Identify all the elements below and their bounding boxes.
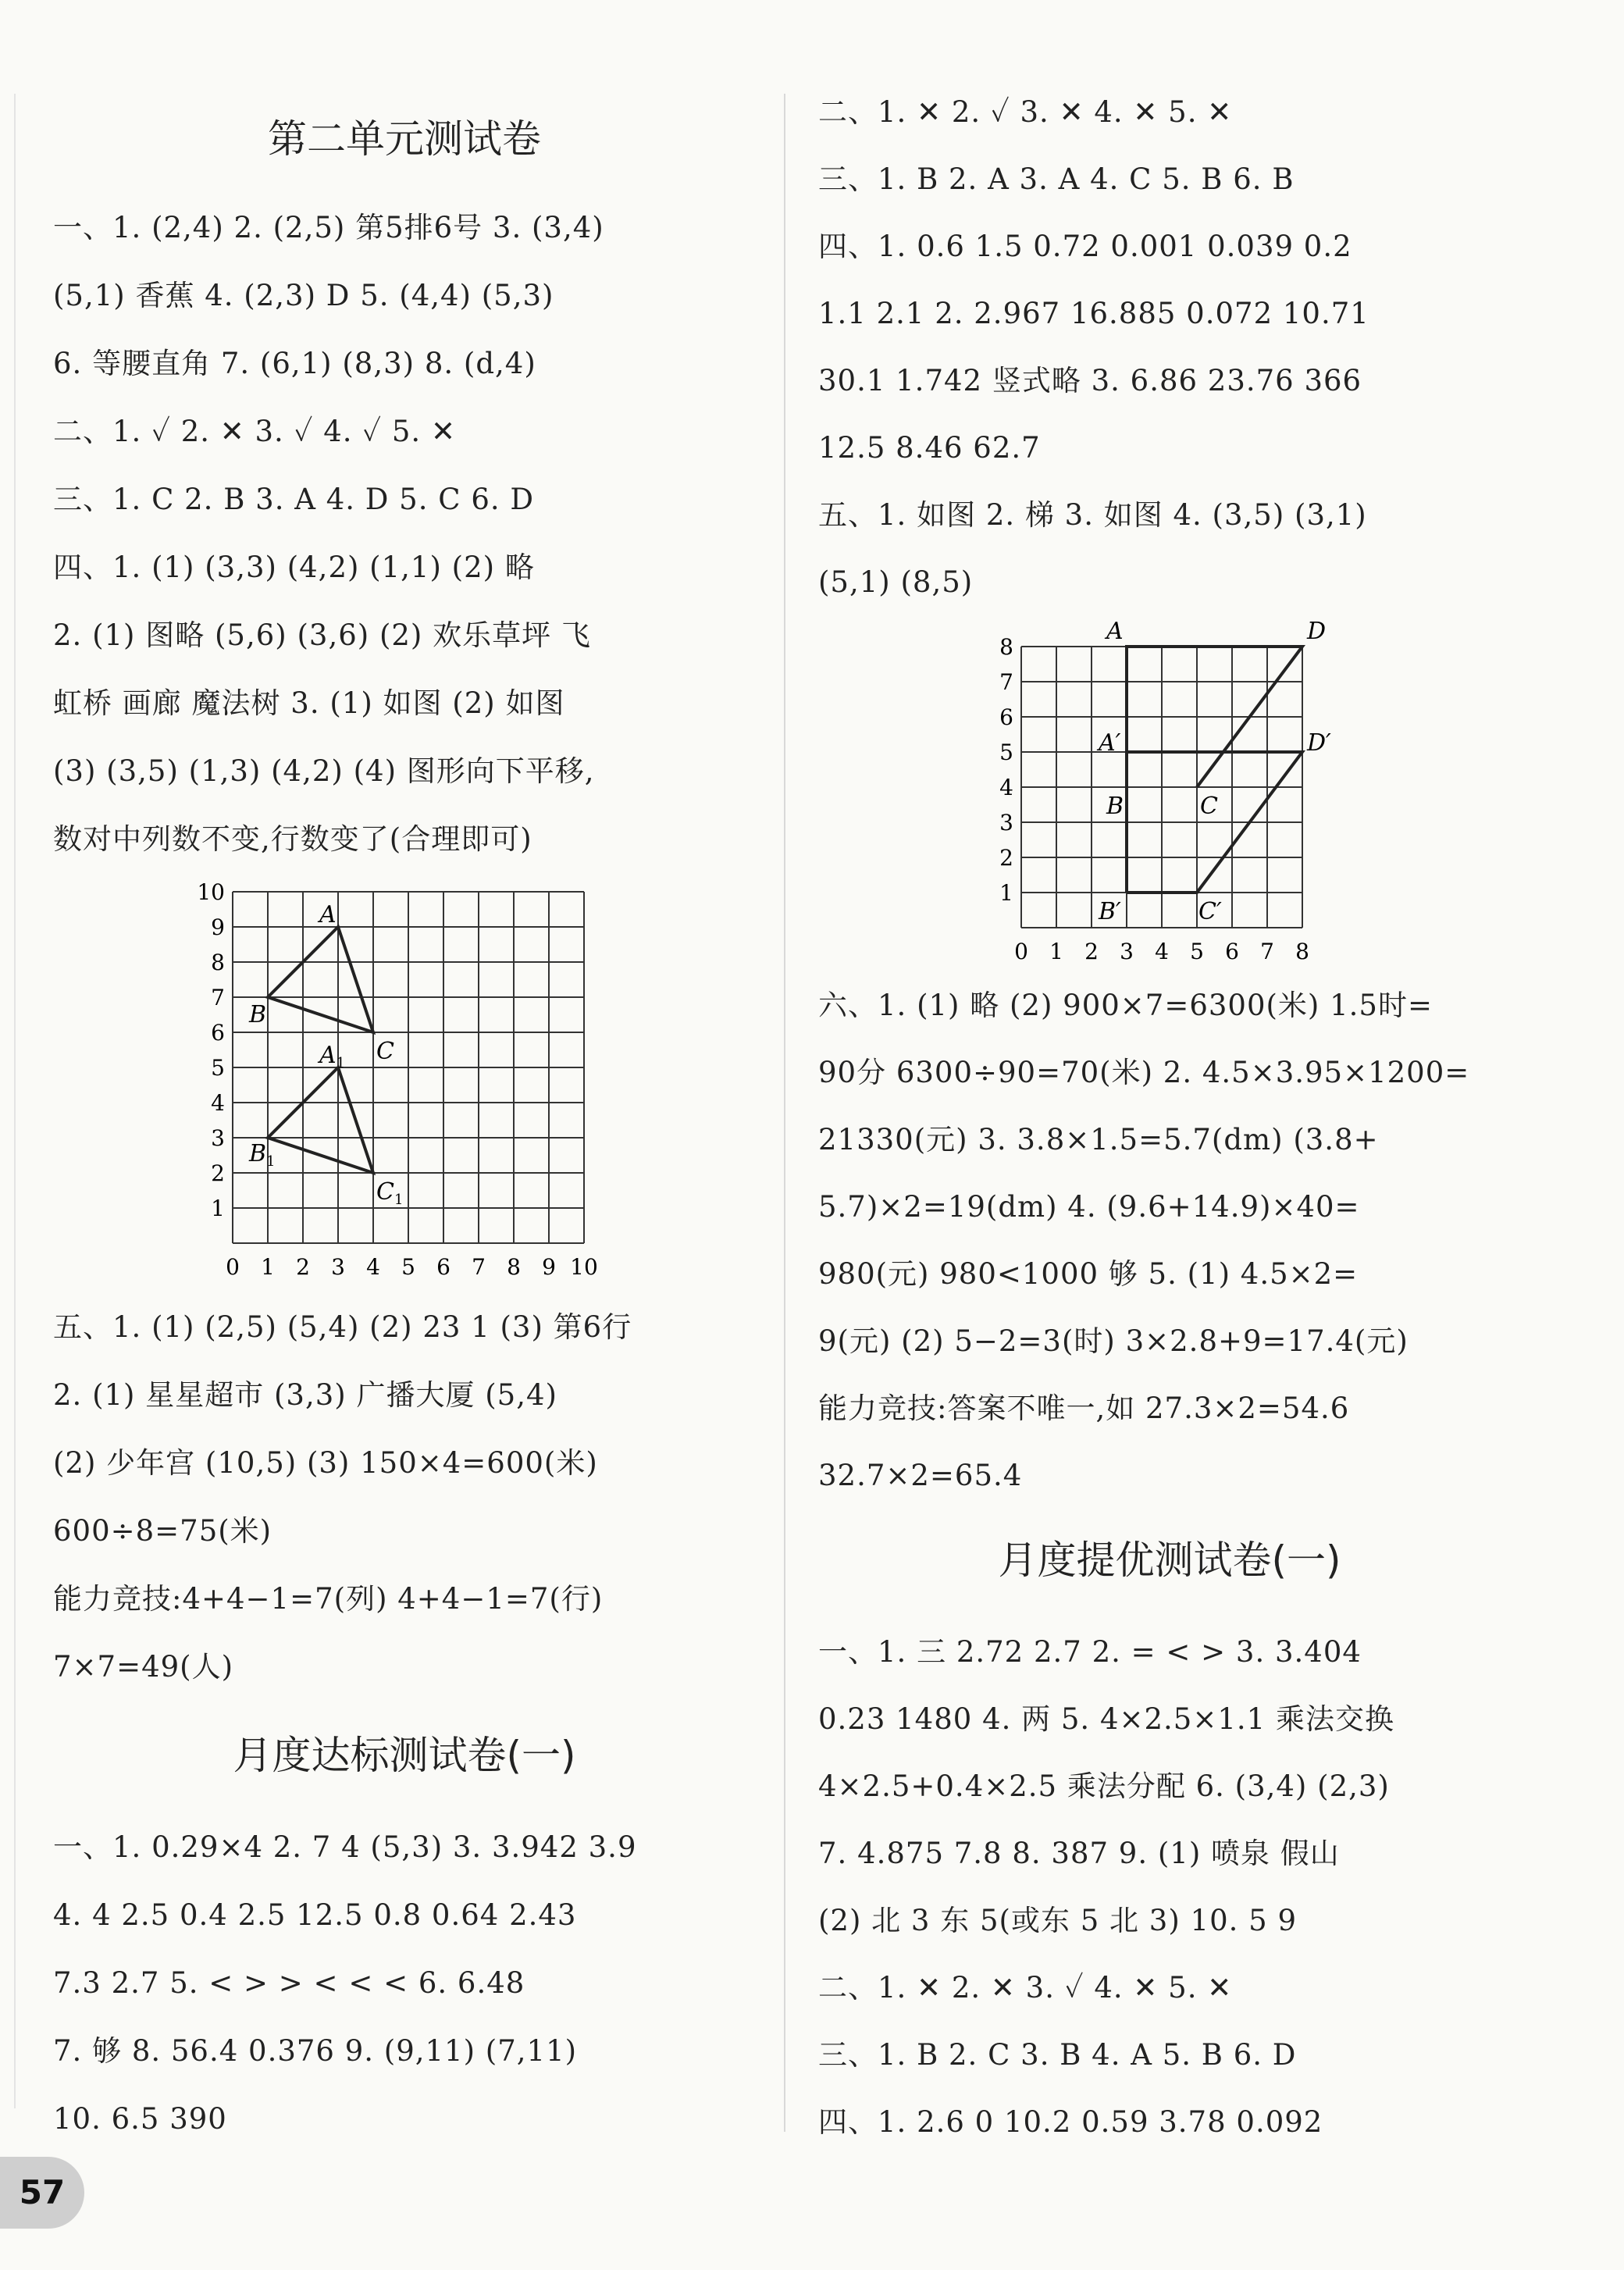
subscript: 1 [394,1192,404,1208]
answer-line: 四、1. 2.6 0 10.2 0.59 3.78 0.092 [818,2105,1323,2139]
x-tick-label: 6 [1225,939,1239,964]
answer-line: 二、1. ✕ 2. ✕ 3. ✓ 4. ✕ 5. ✕ [818,1971,1233,2005]
y-tick-label: 7 [999,669,1013,695]
y-tick-label: 1 [999,880,1013,906]
x-tick-label: 1 [1049,939,1063,964]
point-label-b: B [249,1001,267,1028]
page-edge-line [14,94,16,2108]
x-tick-label: 8 [507,1254,521,1280]
answer-line: 0.23 1480 4. 两 5. 4×2.5×1.1 乘法交换 [818,1702,1394,1736]
y-tick-label: 3 [999,810,1013,836]
answer-line: 7. 4.875 7.8 8. 387 9. (1) 喷泉 假山 [818,1837,1340,1870]
y-tick-label: 9 [211,914,225,940]
y-tick-label: 1 [211,1196,225,1221]
answer-line: 二、1. ✓ 2. ✕ 3. ✓ 4. ✓ 5. ✕ [53,415,456,448]
answer-line: 能力竞技:答案不唯一,如 27.3×2=54.6 [818,1392,1350,1425]
x-tick-label: 9 [542,1254,556,1280]
answer-line: 三、1. B 2. A 3. A 4. C 5. B 6. B [818,162,1295,196]
y-tick-label: 6 [999,704,1013,730]
answer-line: 能力竞技:4+4−1=7(列) 4+4−1=7(行) [53,1582,604,1616]
point-label-b1: $B_1$ [249,1140,276,1170]
x-tick-label: 7 [472,1254,486,1280]
y-tick-label: 5 [999,739,1013,765]
point-label-c-prime: C′ [1198,898,1222,925]
point-label-b: B [1106,793,1124,820]
point-label-a1: $A_1$ [319,1042,346,1071]
answer-line: 6. 等腰直角 7. (6,1) (8,3) 8. (d,4) [53,347,536,380]
y-tick-label: 7 [211,985,225,1010]
x-tick-label: 5 [1190,939,1204,964]
point-label-a-prime: A′ [1099,729,1121,757]
answer-line: 600÷8=75(米) [53,1514,272,1548]
x-tick-label: 8 [1295,939,1309,964]
answer-line: 90分 6300÷90=70(米) 2. 4.5×3.95×1200= [818,1056,1470,1089]
answer-line: 五、1. 如图 2. 梯 3. 如图 4. (3,5) (3,1) [818,498,1367,532]
x-tick-label: 0 [1014,939,1028,964]
answer-line: 六、1. (1) 略 (2) 900×7=6300(米) 1.5时= [818,989,1433,1022]
answer-line: 2. (1) 图略 (5,6) (3,6) (2) 欢乐草坪 飞 [53,618,591,652]
answer-line: 9(元) (2) 5−2=3(时) 3×2.8+9=17.4(元) [818,1324,1409,1358]
triangle-a1b1c1 [268,1067,373,1173]
answer-line: 2. (1) 星星超市 (3,3) 广播大厦 (5,4) [53,1378,557,1412]
answer-line: 32.7×2=65.4 [818,1459,1023,1492]
y-tick-label: 4 [999,775,1013,800]
coordinate-grid-figure-triangles [194,882,662,1288]
x-tick-label: 4 [1155,939,1169,964]
section-title-monthly-advanced: 月度提优测试卷(一) [998,1538,1341,1583]
point-label-d: D [1307,618,1327,645]
point-label-a: A [1106,618,1124,645]
x-tick-label: 0 [226,1254,240,1280]
x-tick-label: 6 [436,1254,451,1280]
answer-line: 三、1. B 2. C 3. B 4. A 5. B 6. D [818,2038,1297,2072]
x-tick-label: 3 [1120,939,1134,964]
answer-line: 30.1 1.742 竖式略 3. 6.86 23.76 366 [818,364,1362,397]
answer-line: (2) 北 3 东 5(或东 5 北 3) 10. 5 9 [818,1904,1297,1937]
x-tick-label: 7 [1260,939,1274,964]
point-label-a: A [319,901,337,928]
answer-line: 五、1. (1) (2,5) (5,4) (2) 23 1 (3) 第6行 [53,1310,632,1344]
y-tick-label: 4 [211,1090,225,1116]
y-tick-label: 6 [211,1020,225,1046]
answer-line: 虹桥 画廊 魔法树 3. (1) 如图 (2) 如图 [53,686,565,720]
answer-line: 4×2.5+0.4×2.5 乘法分配 6. (3,4) (2,3) [818,1769,1390,1803]
point-label-c: C [376,1038,394,1065]
answer-line: 一、1. 三 2.72 2.7 2. = < > 3. 3.404 [818,1635,1362,1669]
y-tick-label: 2 [999,845,1013,871]
answer-line: 10. 6.5 390 [53,2102,227,2136]
section-title-unit2: 第二单元测试卷 [268,116,541,162]
point-label-c1: $C_1$ [376,1178,404,1208]
x-tick-label: 2 [1084,939,1099,964]
answer-line: 一、1. 0.29×4 2. 7 4 (5,3) 3. 3.942 3.9 [53,1830,637,1864]
page-number-badge: 57 [0,2157,84,2229]
subscript: 1 [266,1153,276,1170]
answer-line: (5,1) (8,5) [818,565,974,599]
answer-line: 1.1 2.1 2. 2.967 16.885 0.072 10.71 [818,297,1369,330]
answer-line: 21330(元) 3. 3.8×1.5=5.7(dm) (3.8+ [818,1123,1379,1156]
answer-line: (3) (3,5) (1,3) (4,2) (4) 图形向下平移, [53,754,595,788]
x-tick-label: 3 [331,1254,345,1280]
x-tick-label: 1 [261,1254,275,1280]
y-tick-label: 3 [211,1125,225,1151]
point-label-d-prime: D′ [1307,729,1331,757]
x-tick-label: 4 [366,1254,380,1280]
coordinate-grid-figure-trapezoids [982,617,1357,976]
answer-line: 7×7=49(人) [53,1650,234,1684]
y-tick-label: 10 [197,882,225,905]
point-label-c: C [1200,793,1218,820]
x-tick-label: 2 [296,1254,310,1280]
section-title-monthly-standard: 月度达标测试卷(一) [233,1733,576,1778]
subscript: 1 [336,1055,346,1071]
answer-line: (2) 少年宫 (10,5) (3) 150×4=600(米) [53,1446,598,1480]
answer-line: 7. 够 8. 56.4 0.376 9. (9,11) (7,11) [53,2034,578,2068]
answer-line: 980(元) 980<1000 够 5. (1) 4.5×2= [818,1257,1359,1291]
y-tick-label: 8 [999,634,1013,660]
answer-line: 4. 4 2.5 0.4 2.5 12.5 0.8 0.64 2.43 [53,1898,577,1932]
answer-line: 二、1. ✕ 2. ✓ 3. ✕ 4. ✕ 5. ✕ [818,95,1233,129]
answer-line: 一、1. (2,4) 2. (2,5) 第5排6号 3. (3,4) [53,211,604,244]
answer-line: (5,1) 香蕉 4. (2,3) D 5. (4,4) (5,3) [53,279,554,312]
answer-line: 数对中列数不变,行数变了(合理即可) [53,822,532,856]
point-label-b-prime: B′ [1099,898,1121,925]
answer-line: 5.7)×2=19(dm) 4. (9.6+14.9)×40= [818,1190,1360,1224]
y-tick-label: 8 [211,950,225,975]
answer-line: 四、1. 0.6 1.5 0.72 0.001 0.039 0.2 [818,230,1352,263]
triangle-abc [268,927,373,1032]
answer-line: 四、1. (1) (3,3) (4,2) (1,1) (2) 略 [53,551,535,584]
y-tick-label: 5 [211,1055,225,1081]
x-tick-label: 5 [401,1254,415,1280]
answer-line: 三、1. C 2. B 3. A 4. D 5. C 6. D [53,483,535,516]
answer-line: 7.3 2.7 5. < > > < < < 6. 6.48 [53,1966,525,2000]
column-divider [784,94,785,2132]
y-tick-label: 2 [211,1160,225,1186]
answer-line: 12.5 8.46 62.7 [818,431,1041,465]
x-tick-label: 10 [570,1254,598,1280]
